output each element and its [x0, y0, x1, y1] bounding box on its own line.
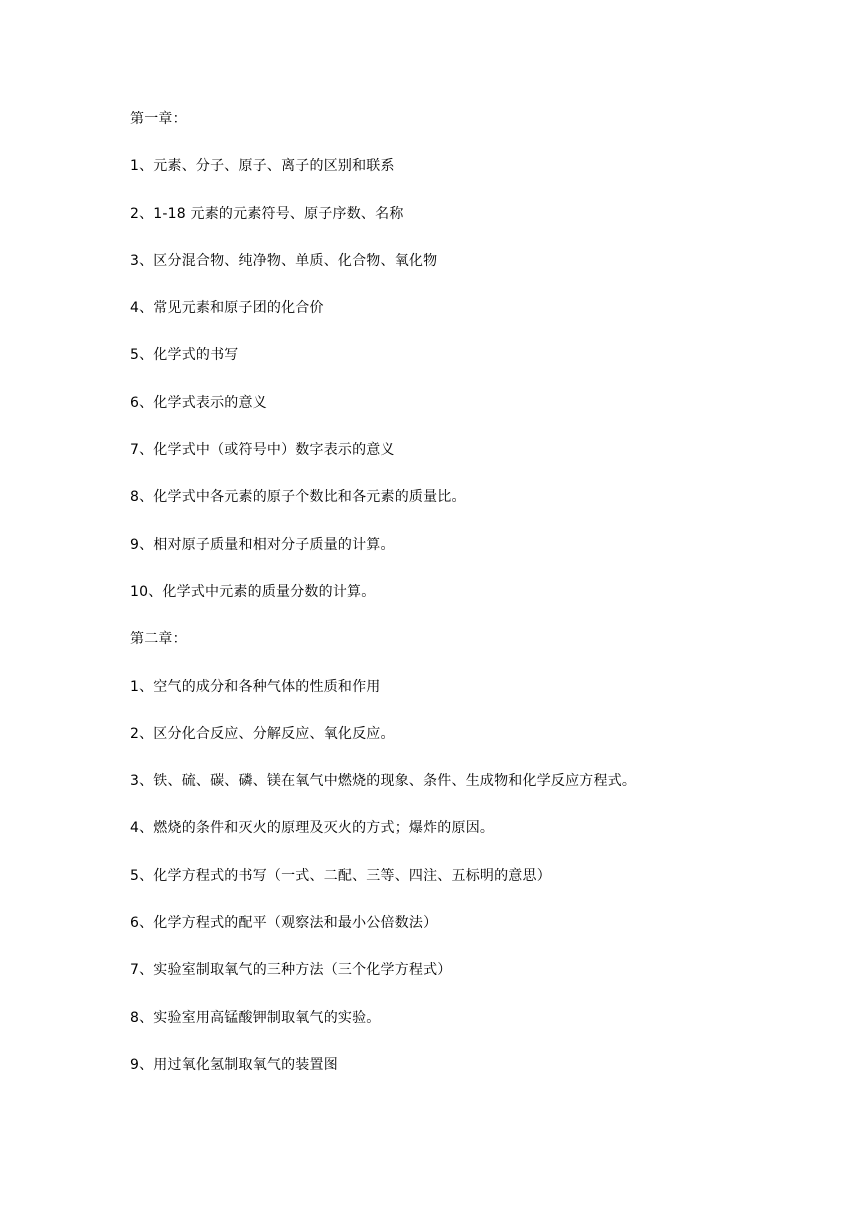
chapter-2-item-8: 8、实验室用高锰酸钾制取氧气的实验。: [130, 1009, 381, 1026]
chapter-2-item-3: 3、铁、硫、碳、磷、镁在氧气中燃烧的现象、条件、生成物和化学反应方程式。: [130, 773, 637, 790]
chapter-1-item-6: 6、化学式表示的意义: [130, 394, 267, 411]
chapter-1-item-3: 3、区分混合物、纯净物、单质、化合物、氧化物: [130, 252, 438, 269]
chapter-1-item-8: 8、化学式中各元素的原子个数比和各元素的质量比。: [130, 489, 466, 506]
chapter-2-item-1: 1、空气的成分和各种气体的性质和作用: [130, 678, 381, 695]
document-body: [130, 108, 810, 1101]
chapter-2-item-2: 2、区分化合反应、分解反应、氧化反应。: [130, 725, 395, 742]
chapter-1-item-4: 4、常见元素和原子团的化合价: [130, 300, 324, 317]
chapter-2-item-4: 4、燃烧的条件和灭火的原理及灭火的方式；爆炸的原因。: [130, 820, 495, 837]
chapter-heading-2: 第二章：: [130, 631, 187, 648]
chapter-heading-1: 第一章：: [130, 111, 187, 127]
chapter-2-item-5: 5、化学方程式的书写（一式、二配、三等、四注、五标明的意思）: [130, 867, 551, 884]
chapter-1-item-9: 9、相对原子质量和相对分子质量的计算。: [130, 536, 395, 553]
chapter-2-item-6: 6、化学方程式的配平（观察法和最小公倍数法）: [130, 915, 438, 932]
chapter-1-item-5: 5、化学式的书写: [130, 347, 239, 364]
chapter-2-item-9: 9、用过氧化氢制取氧气的装置图: [130, 1056, 338, 1073]
chapter-1-item-2: 2、1-18 元素的元素符号、原子序数、名称: [130, 205, 404, 222]
chapter-1-item-7: 7、化学式中（或符号中）数字表示的意义: [130, 442, 395, 459]
chapter-2-item-7: 7、实验室制取氧气的三种方法（三个化学方程式）: [130, 962, 452, 979]
chapter-1-item-1: 1、元素、分子、原子、离子的区别和联系: [130, 158, 395, 175]
chapter-1-item-10: 10、化学式中元素的质量分数的计算。: [130, 583, 376, 600]
